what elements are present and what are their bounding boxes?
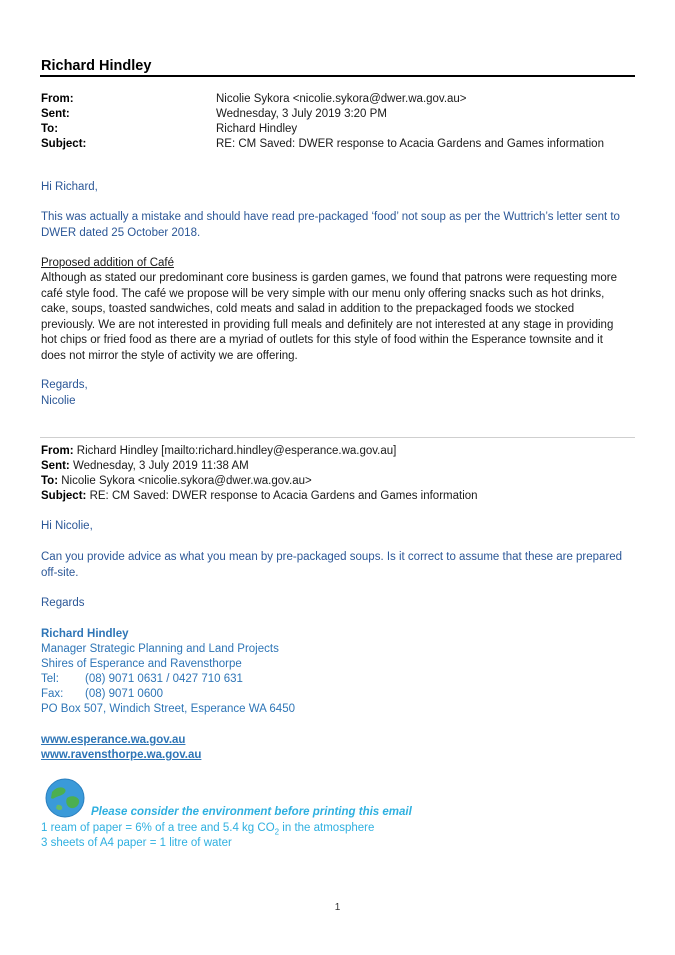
reply-signoff: Regards,: [41, 379, 88, 391]
fw-subject-value: RE: CM Saved: DWER response to Acacia Gardens and Games information: [89, 490, 478, 502]
body-line: cake, soups, toasted sandwiches, cold meats and salad in addition to the prepackaged foods we stocked: [41, 303, 575, 315]
body-line: hot chips or fried food as there are a myriad of outlets for this style of food within the Esperance townsite and it: [41, 334, 603, 346]
fw-to-label: To:: [41, 475, 59, 487]
fw-sent-value: Wednesday, 3 July 2019 11:38 AM: [72, 460, 249, 472]
signature-tel: [41, 672, 243, 688]
fax-value: (08) 9071 0600: [85, 688, 164, 700]
header-sent-value: Wednesday, 3 July 2019 3:20 PM: [216, 108, 387, 120]
reply-signer: Nicolie: [41, 395, 76, 407]
eco-line1-text: 1 ream of paper = 6% of a tree and 5.4 kg CO: [41, 822, 275, 834]
header-from-label: From:: [41, 93, 74, 105]
reply-para1-line1: This was actually a mistake and should have read pre-packaged ‘food’ not soup as per the Wuttrich’s letter sent to: [41, 211, 620, 223]
fw-para-line2: off-site.: [41, 567, 79, 579]
eco-line1: [41, 822, 374, 836]
message-divider: [40, 437, 635, 438]
fw-greeting: Hi Nicolie,: [41, 520, 93, 532]
tel-value: (08) 9071 0631 / 0427 710 631: [85, 673, 243, 685]
eco-line2: 3 sheets of A4 paper = 1 litre of water: [41, 837, 232, 849]
fw-para-line1: Can you provide advice as what you mean by pre-packaged soups. Is it correct to assume that these are prepared: [41, 551, 623, 563]
eco-line1-sub: 2: [274, 827, 280, 837]
eco-line1-tail: in the atmosphere: [279, 822, 375, 834]
fw-subject-label: Subject:: [41, 490, 87, 502]
fax-label: Fax:: [41, 688, 64, 700]
header-sent-label: Sent:: [41, 108, 70, 120]
fw-signoff: Regards: [41, 597, 85, 609]
header-from-value: Nicolie Sykora <nicolie.sykora@dwer.wa.gov.au>: [216, 93, 467, 105]
globe-icon: [45, 778, 85, 818]
header-subject-label: Subject:: [41, 138, 87, 150]
fw-sent-row: [41, 459, 249, 474]
body-line: does not mirror the style of activity we are offering.: [41, 349, 298, 362]
fw-from-label: From:: [41, 445, 74, 457]
body-line: previously. We are not interested in providing full meals and definitely are not interested at any stage in providing: [41, 318, 614, 331]
tel-label: Tel:: [41, 673, 59, 685]
signature-role: Manager Strategic Planning and Land Projects: [41, 643, 279, 655]
page-number: 1: [334, 902, 341, 913]
fw-sent-label: Sent:: [41, 460, 70, 472]
header-to-value: Richard Hindley: [216, 123, 298, 135]
header-to-label: To:: [41, 123, 59, 135]
signature-name: Richard Hindley: [41, 628, 129, 640]
document-title: Richard Hindley: [41, 58, 152, 74]
ravensthorpe-link[interactable]: www.ravensthorpe.wa.gov.au: [41, 749, 202, 761]
fw-subject-row: [41, 489, 478, 504]
body-line: Although as stated our predominant core business is garden games, we found that patrons were requesting more: [41, 272, 617, 284]
fw-to-value: Nicolie Sykora <nicolie.sykora@dwer.wa.gov.au>: [61, 475, 312, 487]
signature-address: PO Box 507, Windich Street, Esperance WA 6450: [41, 703, 295, 715]
esperance-link[interactable]: www.esperance.wa.gov.au: [41, 734, 186, 746]
section-heading: Proposed addition of Café: [41, 257, 174, 269]
reply-greeting: Hi Richard,: [41, 181, 98, 193]
fw-to-row: [41, 474, 312, 489]
body-line: café style food. The café we propose will be very simple with our menu only offering snacks such as hot drinks,: [41, 287, 605, 300]
reply-para1-line2: DWER dated 25 October 2018.: [41, 227, 201, 239]
eco-message: Please consider the environment before printing this email: [91, 806, 412, 818]
signature-fax: [41, 687, 163, 703]
reply-body: [41, 271, 641, 364]
fw-from-row: [41, 444, 396, 459]
signature-org: Shires of Esperance and Ravensthorpe: [41, 658, 242, 670]
title-rule: [40, 75, 635, 77]
header-subject-value: RE: CM Saved: DWER response to Acacia Gardens and Games information: [216, 138, 604, 150]
fw-from-value: Richard Hindley [mailto:richard.hindley@esperance.wa.gov.au]: [76, 445, 397, 457]
